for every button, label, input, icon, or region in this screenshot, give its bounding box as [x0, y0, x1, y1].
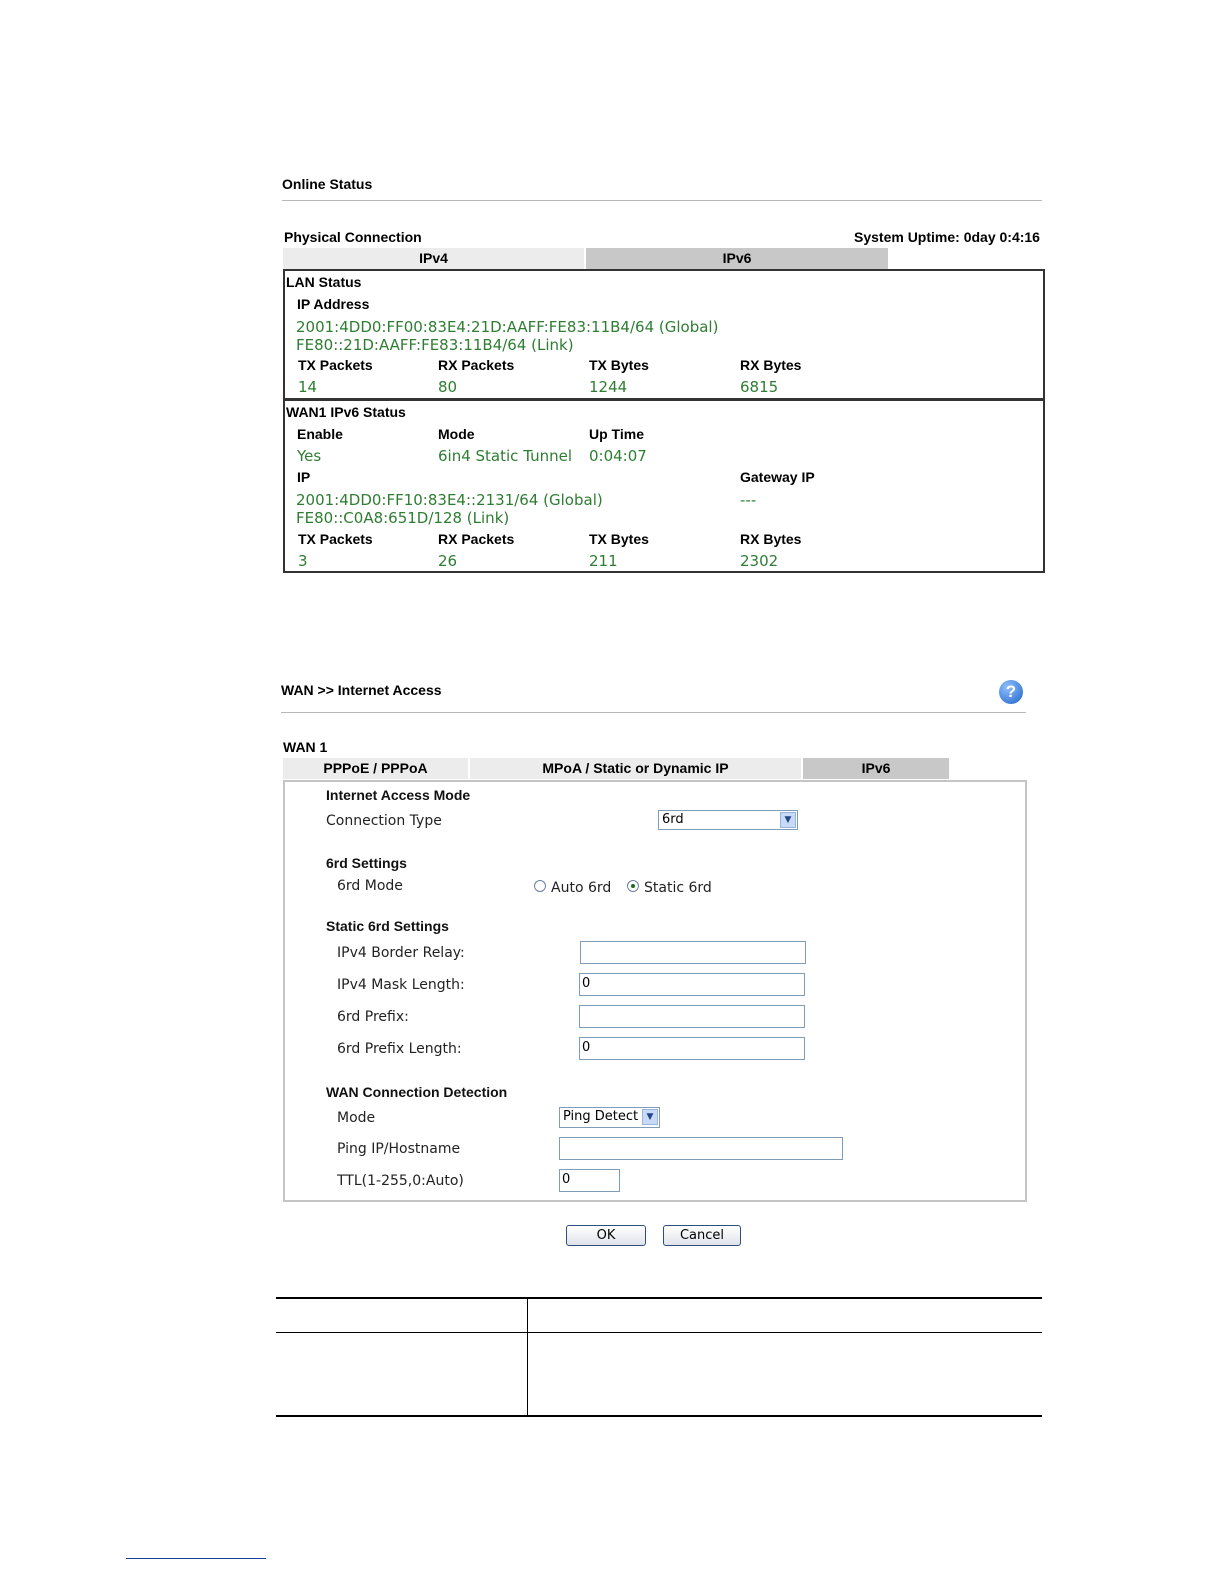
lan-status-heading: LAN Status	[286, 274, 362, 290]
wan-tx-packets-header: TX Packets	[298, 531, 373, 547]
static-6rd-label: Static 6rd	[644, 880, 712, 896]
connection-type-select[interactable]	[658, 810, 798, 830]
table-column-divider	[527, 1297, 528, 1417]
physical-connection-label: Physical Connection	[284, 229, 422, 245]
wan-uptime-header: Up Time	[589, 426, 644, 442]
ttl-input[interactable]: 0	[559, 1169, 620, 1192]
connection-type-value: 6rd	[662, 812, 684, 827]
tab-mpoa[interactable]: MPoA / Static or Dynamic IP	[470, 758, 802, 779]
wan-rx-bytes: 2302	[740, 552, 779, 570]
prefix-length-label: 6rd Prefix Length:	[337, 1041, 462, 1057]
divider	[281, 712, 1026, 713]
footnote-rule	[126, 1558, 266, 1559]
tab-ipv6[interactable]: IPv6	[586, 248, 888, 269]
detect-mode-label: Mode	[337, 1110, 376, 1126]
table-top-border	[276, 1297, 1042, 1299]
tab-ipv6[interactable]: IPv6	[803, 758, 950, 779]
detect-mode-value: Ping Detect	[563, 1109, 639, 1124]
border-relay-label: IPv4 Border Relay:	[337, 945, 465, 961]
wan-ip-link: FE80::C0A8:651D/128 (Link)	[296, 509, 510, 527]
online-status-title: Online Status	[282, 176, 373, 192]
table-header-border	[276, 1332, 1042, 1333]
internet-access-mode-heading: Internet Access Mode	[326, 787, 471, 803]
connection-type-label: Connection Type	[326, 813, 442, 829]
wan-mode-header: Mode	[438, 426, 475, 442]
wan-gateway-value: ---	[740, 491, 757, 509]
lan-rx-packets-header: RX Packets	[438, 357, 515, 373]
prefix-label: 6rd Prefix:	[337, 1009, 409, 1025]
border-relay-input[interactable]	[580, 941, 806, 964]
detect-mode-select[interactable]	[559, 1107, 660, 1128]
ping-host-label: Ping IP/Hostname	[337, 1141, 461, 1157]
chevron-down-icon: ▼	[780, 812, 796, 828]
lan-tx-bytes-header: TX Bytes	[589, 357, 649, 373]
static-6rd-settings-heading: Static 6rd Settings	[326, 918, 449, 934]
chevron-down-icon: ▼	[642, 1109, 658, 1125]
wan-gateway-label: Gateway IP	[740, 469, 815, 485]
auto-6rd-radio[interactable]	[534, 880, 546, 892]
wan-tx-bytes-header: TX Bytes	[589, 531, 649, 547]
lan-tx-bytes: 1244	[589, 378, 628, 396]
wan-rx-bytes-header: RX Bytes	[740, 531, 802, 547]
wan-access-title: WAN >> Internet Access	[281, 682, 442, 698]
tab-pppoe[interactable]: PPPoE / PPPoA	[283, 758, 469, 779]
sixrd-mode-label: 6rd Mode	[337, 878, 403, 894]
wan-uptime-value: 0:04:07	[589, 447, 647, 465]
auto-6rd-label: Auto 6rd	[551, 880, 612, 896]
wan-tx-bytes: 211	[589, 552, 618, 570]
lan-ip-link: FE80::21D:AAFF:FE83:11B4/64 (Link)	[296, 336, 574, 354]
wan1-label: WAN 1	[283, 739, 328, 755]
lan-tx-packets: 14	[298, 378, 318, 396]
lan-ip-global: 2001:4DD0:FF00:83E4:21D:AAFF:FE83:11B4/64 (Global)	[296, 318, 719, 336]
wan-status-box	[283, 399, 1045, 573]
lan-rx-bytes: 6815	[740, 378, 779, 396]
lan-rx-packets: 80	[438, 378, 458, 396]
wan-enable-value: Yes	[297, 447, 322, 465]
table-bottom-border	[276, 1415, 1042, 1417]
ping-host-input[interactable]	[559, 1137, 843, 1160]
wan-enable-header: Enable	[297, 426, 343, 442]
prefix-length-input[interactable]: 0	[579, 1037, 805, 1060]
wan-tx-packets: 3	[298, 552, 308, 570]
system-uptime: System Uptime: 0day 0:4:16	[854, 229, 1040, 245]
wan-ip-global: 2001:4DD0:FF10:83E4::2131/64 (Global)	[296, 491, 603, 509]
prefix-input[interactable]	[579, 1005, 805, 1028]
sixrd-settings-heading: 6rd Settings	[326, 855, 407, 871]
wan-mode-value: 6in4 Static Tunnel	[438, 447, 572, 465]
help-icon[interactable]: ?	[999, 680, 1023, 704]
lan-ip-label: IP Address	[297, 296, 370, 312]
mask-length-label: IPv4 Mask Length:	[337, 977, 465, 993]
mask-length-input[interactable]: 0	[579, 973, 805, 996]
wan-rx-packets-header: RX Packets	[438, 531, 515, 547]
static-6rd-radio[interactable]	[627, 880, 639, 892]
cancel-button[interactable]: Cancel	[663, 1225, 741, 1246]
tab-ipv4[interactable]: IPv4	[283, 248, 584, 269]
divider	[282, 200, 1042, 201]
wan-ip-label: IP	[297, 469, 311, 485]
ttl-label: TTL(1-255,0:Auto)	[337, 1173, 464, 1189]
ok-button[interactable]: OK	[566, 1225, 646, 1246]
wan-detection-heading: WAN Connection Detection	[326, 1084, 508, 1100]
lan-rx-bytes-header: RX Bytes	[740, 357, 802, 373]
wan-rx-packets: 26	[438, 552, 458, 570]
wan-status-heading: WAN1 IPv6 Status	[286, 404, 406, 420]
lan-tx-packets-header: TX Packets	[298, 357, 373, 373]
